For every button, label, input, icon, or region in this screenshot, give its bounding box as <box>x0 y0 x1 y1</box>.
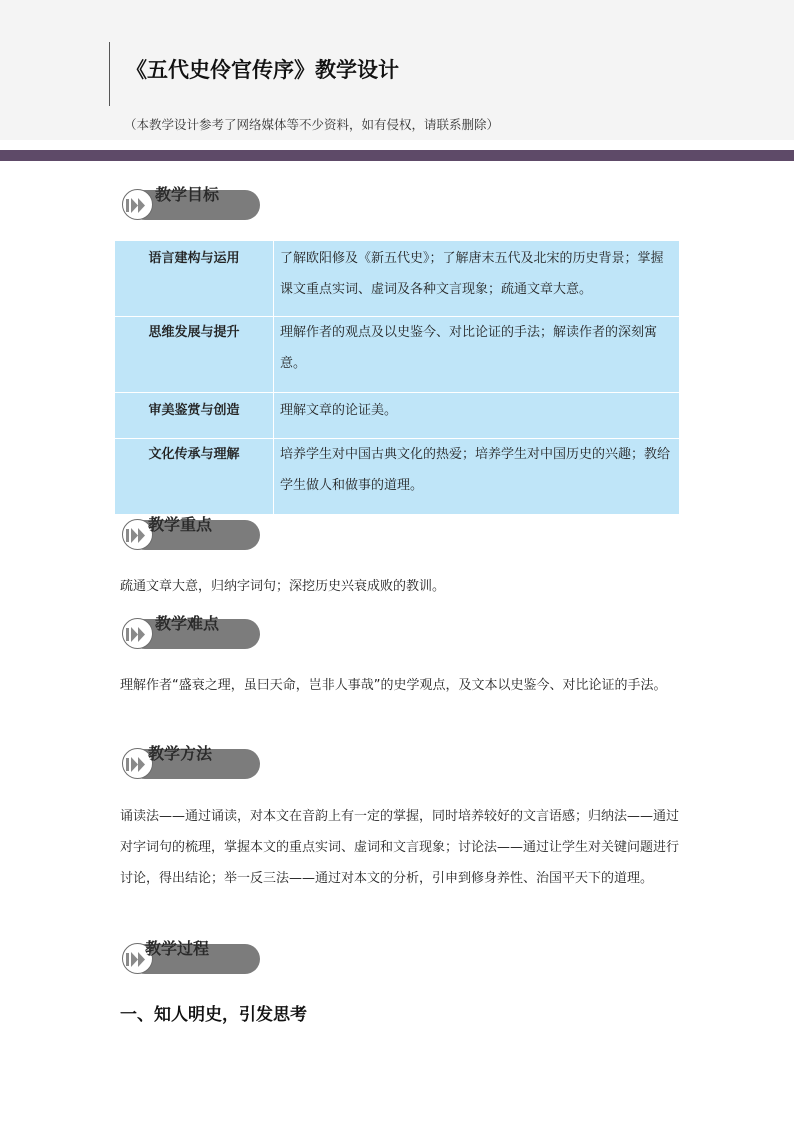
section-tab-methods <box>122 745 260 779</box>
table-key: 语言建构与运用 <box>115 241 274 317</box>
table-key: 审美鉴赏与创造 <box>115 393 274 439</box>
table-value: 培养学生对中国古典文化的热爱；培养学生对中国历史的兴趣；教给学生做人和做事的道理。 <box>274 439 680 515</box>
section-title-key-points: 教学重点 <box>148 515 213 534</box>
page-title: 《五代史伶官传序》教学设计 <box>126 57 399 82</box>
accent-divider <box>0 150 794 161</box>
table-value: 了解欧阳修及《新五代史》；了解唐末五代及北宋的历史背景；掌握课文重点实词、虚词及各种文言现象；疏通文章大意。 <box>274 241 680 317</box>
section-tab-difficulties <box>122 615 260 649</box>
section-tab-key-points <box>122 516 260 550</box>
section-title-goals: 教学目标 <box>155 185 220 204</box>
process-heading: 一、知人明史，引发思考 <box>120 1005 307 1025</box>
section-tab-goals <box>122 186 260 220</box>
header-rule <box>109 42 110 106</box>
table-row <box>115 393 680 439</box>
double-arrow-icon <box>122 618 153 649</box>
difficulties-text: 理解作者“盛衰之理，虽曰天命，岂非人事哉”的史学观点，及文本以史鉴今、对比论证的手法。 <box>120 678 667 693</box>
goals-table <box>114 240 680 515</box>
table-key: 思维发展与提升 <box>115 317 274 393</box>
table-value: 理解文章的论证美。 <box>274 393 680 439</box>
page-subtitle: （本教学设计参考了网络媒体等不少资料，如有侵权，请联系删除） <box>124 117 500 132</box>
section-title-process: 教学过程 <box>145 939 210 958</box>
table-row <box>115 241 680 317</box>
key-points-text: 疏通文章大意，归纳字词句；深挖历史兴衰成败的教训。 <box>120 579 446 594</box>
methods-text: 诵读法——通过诵读，对本文在音韵上有一定的掌握，同时培养较好的文言语感；归纳法——通过对字词句的梳理，掌握本文的重点实词、虚词和文言现象；讨论法——通过让学生对关键问题进行讨论，得出结论；举一反三法——通过对本文的分析，引申到修身养性、治国平天下的道理。 <box>120 809 680 886</box>
table-row <box>115 439 680 515</box>
table-row <box>115 317 680 393</box>
double-arrow-icon <box>122 189 153 220</box>
section-title-methods: 教学方法 <box>148 744 213 763</box>
table-value: 理解作者的观点及以史鉴今、对比论证的手法；解读作者的深刻寓意。 <box>274 317 680 393</box>
section-title-difficulties: 教学难点 <box>155 614 220 633</box>
table-key: 文化传承与理解 <box>115 439 274 515</box>
section-tab-process <box>122 940 260 974</box>
